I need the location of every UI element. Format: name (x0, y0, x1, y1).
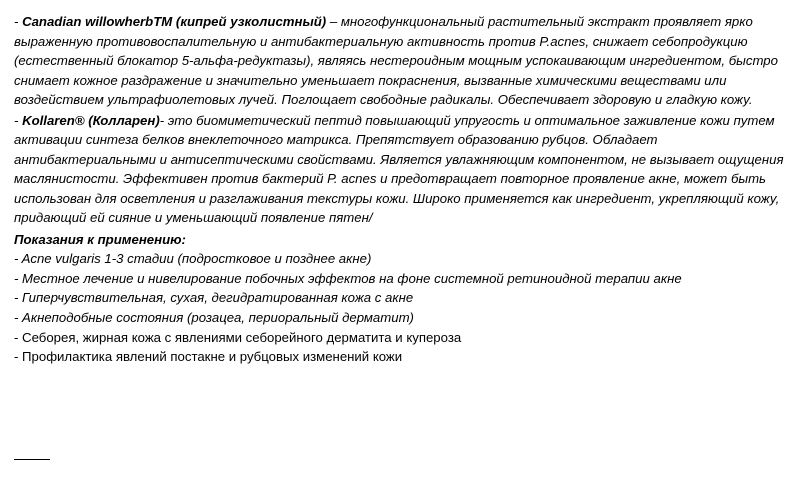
document-body (14, 12, 786, 367)
ingredient-name-kollaren: Kollaren® (Колларен) (22, 112, 160, 128)
paragraph-lead-dash: - (14, 112, 23, 128)
paragraph-canadian-willowherb (14, 12, 786, 110)
list-item: - Профилактика явлений постакне и рубцовых изменений кожи (14, 349, 403, 365)
list-item: - Acne vulgaris 1-3 стадии (подростковое и позднее акне) (14, 251, 372, 267)
indications-heading: Показания к применению: (14, 231, 186, 247)
list-item: - Гиперчувствительная, сухая, дегидратированная кожа с акне (14, 290, 414, 306)
paragraph-kollaren (14, 111, 786, 228)
ingredient-description-kollaren: - это биомиметический пептид повышающий упругость и оптимальное заживление кожи путем активации синтеза белков внеклеточного матрикса. Препятствует образованию рубцов. Обладает антибактериальными и антисептическими свойствами. Является увлажняющим компонентом, не вызывает ощущения маслянистости. Эффективен против бактерий Р. acnes и предотвращает повторное проявление акне, может быть использован для осветления и разглаживания текстуры кожи. Широко применяется как ингредиент, укрепляющий кожу, придающий ей сияние и уменьшающий появление пятен/ (14, 112, 784, 226)
paragraph-lead-dash: - (14, 14, 23, 29)
indications-list (14, 249, 786, 366)
list-item: - Местное лечение и нивелирование побочных эффектов на фоне системной ретиноидной терапии акне (14, 270, 682, 286)
footer-divider (14, 459, 50, 460)
ingredient-description-willowherb: – многофункциональный растительный экстракт проявляет ярко выраженную противовоспалительную и антибактериальную активность против P.acnes, снижает себопродукцию (естественный блокатор 5-альфа-редуктазы), являясь нестероидным мощным успокаивающим ингредиентом, быстро снимает кожное раздражение и значительно уменьшает покраснения, вызванные химическими веществами или воздействием ультрафиолетовых лучей. Поглощает свободные радикалы. Обеспечивает здоровую и гладкую кожу. (14, 14, 778, 108)
ingredient-name-willowherb: Canadian willowherbTM (кипрей узколистный) (22, 14, 327, 29)
list-item: - Себорея, жирная кожа с явлениями себорейного дерматита и купероза (14, 329, 462, 345)
list-item: - Акнеподобные состояния (розацеа, периоральный дерматит) (14, 309, 414, 325)
